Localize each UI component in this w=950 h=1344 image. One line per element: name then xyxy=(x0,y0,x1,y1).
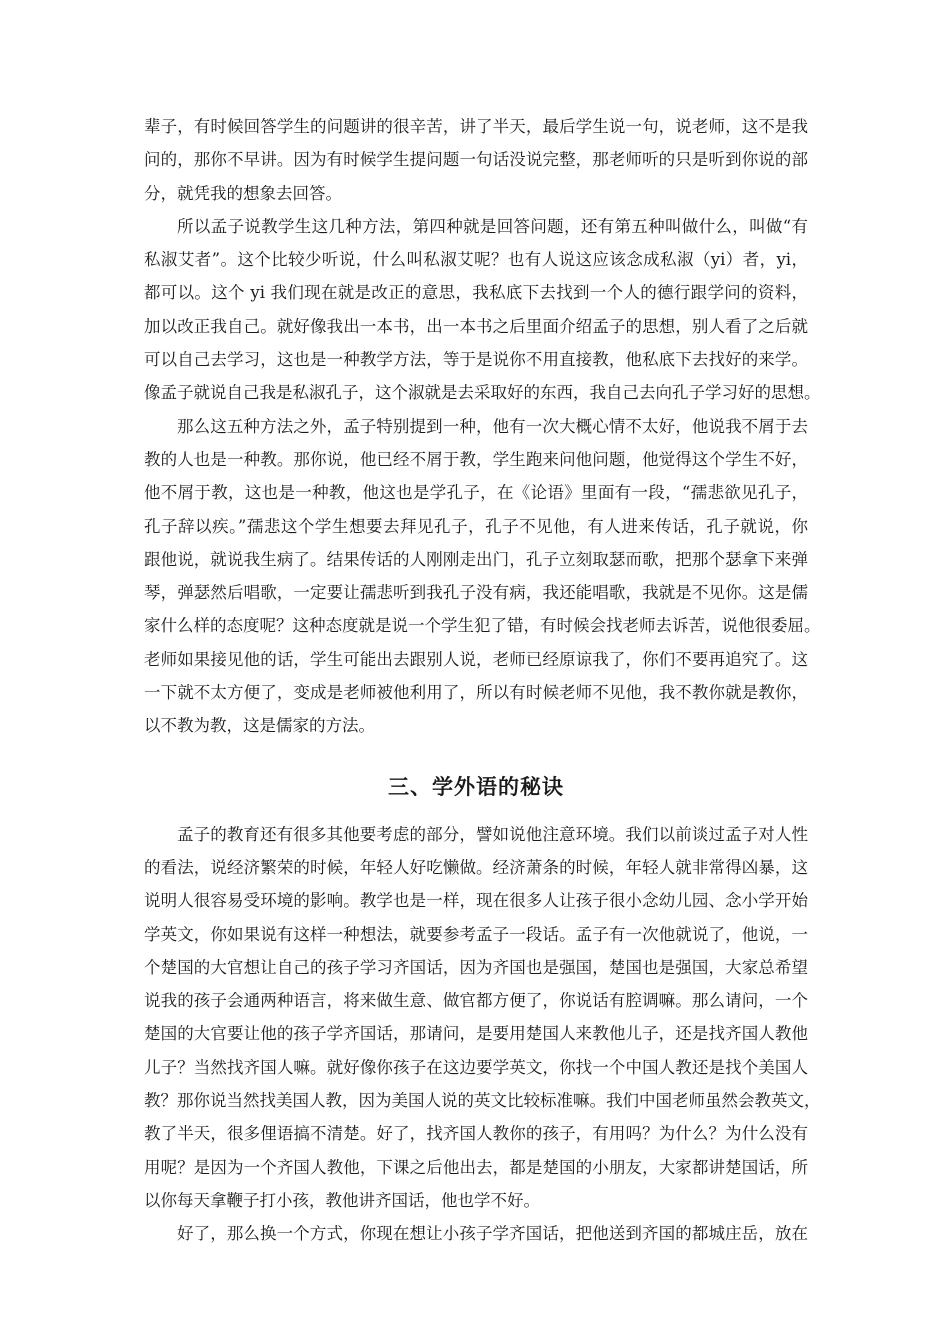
paragraph-3 xyxy=(144,410,821,743)
text-line: 学英文，你如果说有这样一种想法，就要参考孟子一段话。孟子有一次他就说了，他说，一 xyxy=(144,924,808,944)
text-line: 跟他说，就说我生病了。结果传话的人刚刚走出门，孔子立刻取瑟而歌，把那个瑟拿下来弹 xyxy=(144,549,808,569)
text-line: 的看法，说经济繁荣的时候，年轻人好吃懒做。经济萧条的时候，年轻人就非常得凶暴，这 xyxy=(144,857,808,877)
paragraph-2 xyxy=(144,210,821,410)
text-line: 他不屑于教，这也是一种教，他这也是学孔子，在《论语》里面有一段，“孺悲欲见孔子， xyxy=(144,483,808,503)
text-line: 楚国的大官要让他的孩子学齐国话，那请问，是要用楚国人来教他儿子，还是找齐国人教他 xyxy=(144,1024,808,1044)
paragraph-4 xyxy=(144,818,821,1218)
paragraph-1 xyxy=(144,110,808,210)
text-line: 教了半天，很多俚语搞不清楚。好了，找齐国人教你的孩子，有用吗？为什么？为什么没有 xyxy=(144,1124,808,1144)
text-line: 加以改正我自己。就好像我出一本书，出一本书之后里面介绍孟子的思想，别人看了之后就 xyxy=(144,316,808,336)
text-line: 说明人很容易受环境的影响。教学也是一样，现在很多人让孩子很小念幼儿园、念小学开始 xyxy=(144,891,808,911)
text-line: 好了，那么换一个方式，你现在想让小孩子学齐国话，把他送到齐国的都城庄岳，放在 xyxy=(177,1224,808,1244)
text-line: 儿子？当然找齐国人嘛。就好像你孩子在这边要学英文，你找一个中国人教还是找个美国人 xyxy=(144,1057,808,1077)
text-line: 可以自己去学习，这也是一种教学方法，等于是说你不用直接教，他私底下去找好的来学。 xyxy=(144,350,808,370)
text-line: 孟子的教育还有很多其他要考虑的部分，譬如说他注意环境。我们以前谈过孟子对人性 xyxy=(177,824,808,844)
text-line: 分，就凭我的想象去回答。 xyxy=(144,183,342,203)
text-line: 老师如果接见他的话，学生可能出去跟别人说，老师已经原谅我了，你们不要再追究了。这 xyxy=(144,649,808,669)
document-page xyxy=(144,110,821,1251)
text-line: 教的人也是一种教。那你说，他已经不屑于教，学生跑来问他问题，他觉得这个学生不好， xyxy=(144,449,808,469)
text-line: 那么这五种方法之外，孟子特别提到一种，他有一次大概心情不太好，他说我不屑于去 xyxy=(177,416,808,436)
text-line: 一下就不太方便了，变成是老师被他利用了，所以有时候老师不见他，我不教你就是教你， xyxy=(144,683,808,703)
text-line: 个楚国的大官想让自己的孩子学习齐国话，因为齐国也是强国，楚国也是强国，大家总希望 xyxy=(144,957,808,977)
text-line: 私淑艾者”。这个比较少听说，什么叫私淑艾呢？也有人说这应该念成私淑（yi）者，yi， xyxy=(144,250,808,270)
section-heading: 三、学外语的秘诀 xyxy=(388,773,564,799)
text-line: 都可以。这个 yi 我们现在就是改正的意思，我私底下去找到一个人的德行跟学问的资料， xyxy=(144,283,808,303)
text-line: 辈子，有时候回答学生的问题讲的很辛苦，讲了半天，最后学生说一句，说老师，这不是我 xyxy=(144,117,808,136)
text-line: 琴，弹瑟然后唱歌，一定要让孺悲听到我孔子没有病，我还能唱歌，我就是不见你。这是儒 xyxy=(144,583,808,603)
text-line: 所以孟子说教学生这几种方法，第四种就是回答问题，还有第五种叫做什么，叫做“有 xyxy=(177,216,808,236)
text-line: 用呢？是因为一个齐国人教他，下课之后他出去，都是楚国的小朋友，大家都讲楚国话，所 xyxy=(144,1157,808,1177)
paragraph-5 xyxy=(144,1217,808,1250)
text-line: 问的，那你不早讲。因为有时候学生提问题一句话没说完整，那老师听的只是听到你说的部 xyxy=(144,150,808,170)
text-line: 教？那你说当然找美国人教，因为美国人说的英文比较标准嘛。我们中国老师虽然会教英文， xyxy=(144,1091,821,1111)
text-line: 孔子辞以疾。”孺悲这个学生想要去拜见孔子，孔子不见他，有人进来传话，孔子就说，你 xyxy=(144,516,808,536)
text-line: 以不教为教，这是儒家的方法。 xyxy=(144,716,375,736)
text-line: 以你每天拿鞭子打小孩，教他讲齐国话，他也学不好。 xyxy=(144,1190,540,1210)
text-line: 家什么样的态度呢？这种态度就是说一个学生犯了错，有时候会找老师去诉苦，说他很委屈。 xyxy=(144,616,821,636)
text-line: 说我的孩子会通两种语言，将来做生意、做官都方便了，你说话有腔调嘛。那么请问，一个 xyxy=(144,991,808,1011)
text-line: 像孟子就说自己我是私淑孔子，这个淑就是去采取好的东西，我自己去向孔子学习好的思想。 xyxy=(144,383,821,403)
